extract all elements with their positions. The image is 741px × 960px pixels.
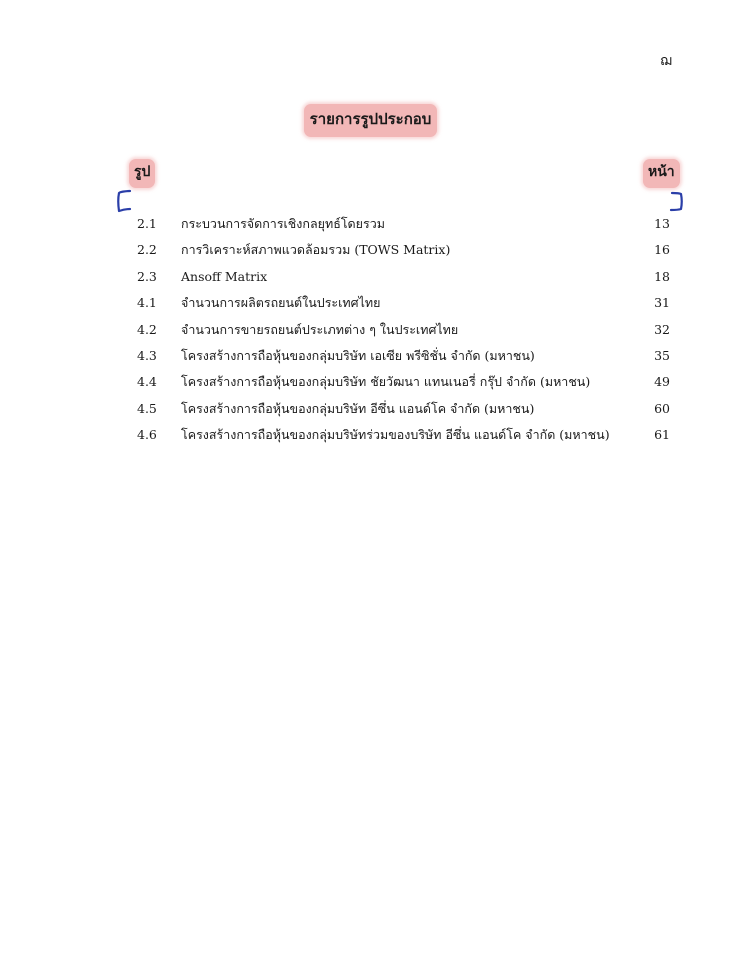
list-item xyxy=(0,425,741,451)
list-item xyxy=(0,240,741,266)
right-bracket-annotation-icon xyxy=(668,187,688,215)
figure-page: 32 xyxy=(654,321,670,337)
list-item xyxy=(0,267,741,293)
figure-label: จำนวนการผลิตรถยนต์ในประเทศไทย xyxy=(181,295,381,311)
figure-label: กระบวนการจัดการเชิงกลยุทธ์โดยรวม xyxy=(181,216,385,231)
figure-number: 4.3 xyxy=(137,347,157,363)
figure-page: 61 xyxy=(654,427,670,443)
figure-page: 13 xyxy=(654,216,670,231)
list-item xyxy=(0,346,741,372)
figure-label: โครงสร้างการถือหุ้นของกลุ่มบริษัทร่วมของบริษัท อีซึ่น แอนด์โค จำกัด (มหาชน) xyxy=(181,427,610,443)
figure-number: 4.4 xyxy=(137,374,157,390)
figure-number: 4.1 xyxy=(137,295,157,311)
right-bracket-stroke xyxy=(671,193,682,210)
list-item xyxy=(0,214,741,240)
figure-label: โครงสร้างการถือหุ้นของกลุ่มบริษัท อีซึ่น แอนด์โค จำกัด (มหาชน) xyxy=(181,400,535,416)
figure-number: 4.2 xyxy=(137,321,157,337)
page-title: รายการรูปประกอบ xyxy=(304,104,438,137)
figure-page: 35 xyxy=(654,347,670,363)
figure-label: โครงสร้างการถือหุ้นของกลุ่มบริษัท ชัยวัฒนา แทนเนอรี่ กรุ๊ป จำกัด (มหาชน) xyxy=(181,374,591,390)
list-item xyxy=(0,372,741,398)
figure-list xyxy=(0,214,741,452)
figure-page: 60 xyxy=(654,400,670,416)
page-column-header: หน้า xyxy=(643,159,680,188)
figure-number: 4.6 xyxy=(137,427,157,443)
figure-number: 2.3 xyxy=(137,268,157,284)
figure-column-header: รูป xyxy=(129,159,155,188)
figure-page: 16 xyxy=(654,242,670,258)
page-number: ฌ xyxy=(660,53,672,69)
list-item xyxy=(0,320,741,346)
figure-label: โครงสร้างการถือหุ้นของกลุ่มบริษัท เอเซีย พรีซิชั่น จำกัด (มหาชน) xyxy=(181,347,535,363)
left-bracket-annotation-icon xyxy=(113,187,133,215)
figure-number: 2.1 xyxy=(137,216,157,231)
title-container xyxy=(0,104,741,137)
list-item xyxy=(0,293,741,319)
figure-page: 31 xyxy=(654,295,670,311)
figure-label: จำนวนการขายรถยนต์ประเภทต่าง ๆ ในประเทศไทย xyxy=(181,321,459,337)
figure-number: 4.5 xyxy=(137,400,157,416)
list-item xyxy=(0,399,741,425)
left-bracket-stroke xyxy=(118,191,130,211)
figure-number: 2.2 xyxy=(137,242,157,258)
figure-page: 49 xyxy=(654,374,670,390)
figure-page: 18 xyxy=(654,268,670,284)
figure-label: การวิเคราะห์สภาพแวดล้อมรวม (TOWS Matrix) xyxy=(181,242,451,258)
figure-label: Ansoff Matrix xyxy=(181,268,268,284)
